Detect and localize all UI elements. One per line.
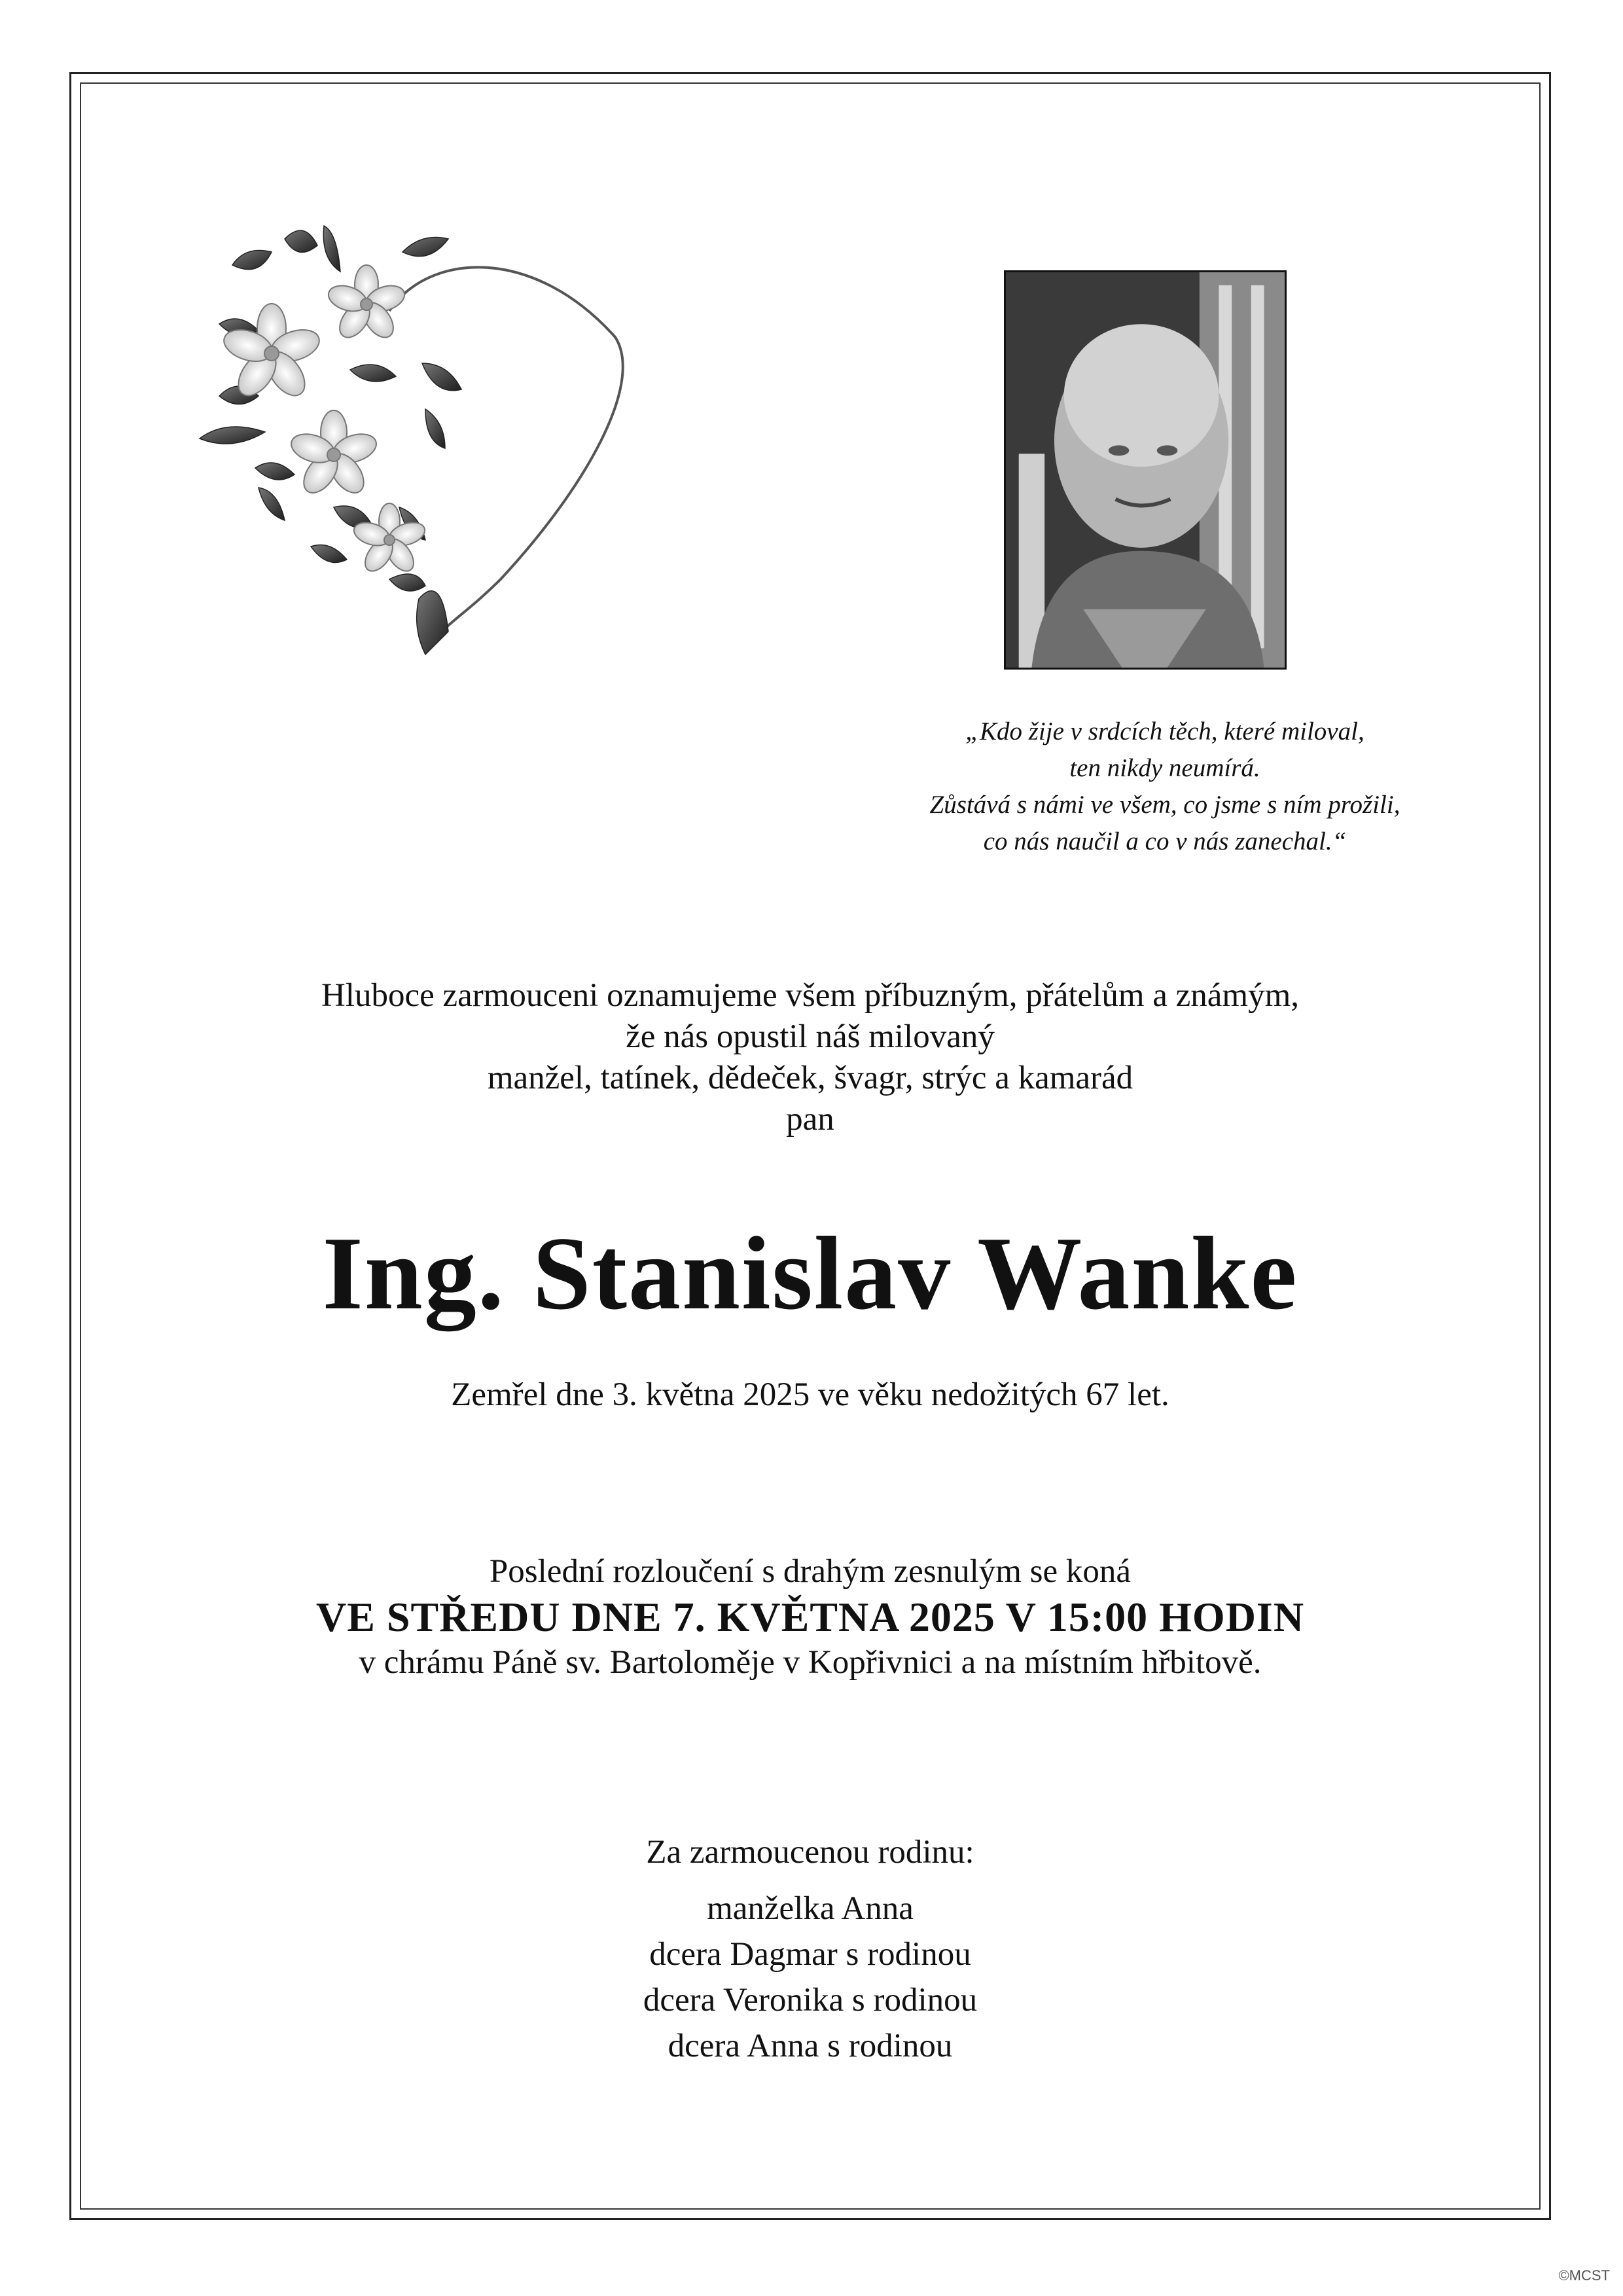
funeral-info [80, 1551, 1541, 1683]
quote-line: co nás naučil a co v nás zanechal.“ [983, 827, 1347, 855]
family-signature [80, 1829, 1541, 2069]
funeral-intro: Poslední rozloučení s drahým zesnulým se koná [489, 1553, 1132, 1590]
announcement-line: manžel, tatínek, dědeček, švagr, strýc a kamarád [487, 1060, 1133, 1096]
family-member: dcera Veronika s rodinou [643, 1982, 978, 2018]
quote-line: ten nikdy neumírá. [1069, 754, 1260, 782]
family-member: manželka Anna [707, 1890, 914, 1927]
quote-line: Zůstává s námi ve všem, co jsme s ním prožili, [929, 791, 1400, 819]
portrait-photo [1004, 270, 1287, 670]
announcement [80, 975, 1541, 1140]
announcement-line: Hluboce zarmouceni oznamujeme všem příbuzným, přátelům a známým, [321, 977, 1300, 1014]
funeral-datetime: VE STŘEDU DNE 7. KVĚTNA 2025 V 15:00 HODIN [315, 1594, 1305, 1640]
deceased-name: Ing. Stanislav Wanke [322, 1215, 1298, 1331]
family-member: dcera Anna s rodinou [668, 2028, 953, 2064]
floral-heart-icon [193, 213, 651, 671]
credit-mark: ©MCST [1558, 2267, 1610, 2284]
funeral-place: v chrámu Páně sv. Bartoloměje v Kopřivnici a na místním hřbitově. [359, 1644, 1262, 1681]
epitaph-quote [838, 713, 1492, 860]
quote-line: „Kdo žije v srdcích těch, které miloval, [965, 717, 1364, 745]
family-member: dcera Dagmar s rodinou [649, 1936, 971, 1973]
death-notice: Zemřel dne 3. května 2025 ve věku nedožitých 67 let. [451, 1376, 1169, 1413]
announcement-line: pan [786, 1101, 834, 1138]
announcement-line: že nás opustil náš milovaný [626, 1018, 995, 1055]
family-heading: Za zarmoucenou rodinu: [646, 1834, 974, 1871]
